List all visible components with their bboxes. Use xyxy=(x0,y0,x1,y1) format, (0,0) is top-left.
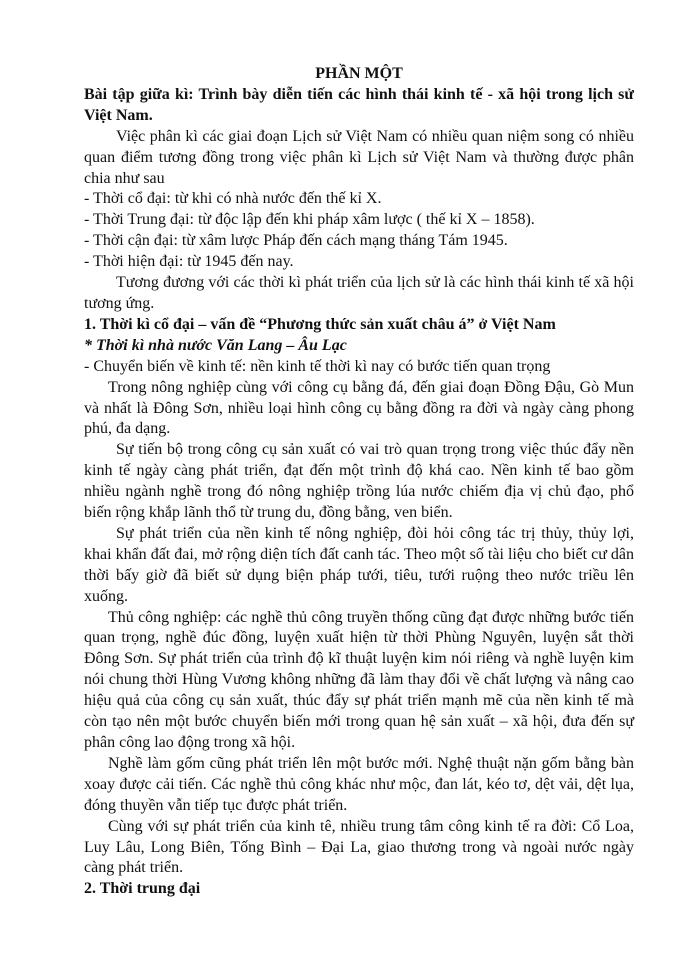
period-item-modern: - Thời hiện đại: từ 1945 đến nay. xyxy=(84,253,294,271)
economic-change-line: - Chuyển biến về kinh tế: nền kinh tế thời kì nay có bước tiến quan trọng xyxy=(84,357,551,375)
paragraph-tool-progress: Sự tiến bộ trong công cụ sản xuất có vai trò quan trọng trong việc thúc đẩy nền kinh tế ngày càng phát triển, đạt đến một trình độ khá cao. Nền kinh tế bao gồm nhiều ngành nghề trong đó nông nghiệp trồng lúa nước chiếm địa vị chủ đạo, phổ biến rộng khắp lãnh thổ từ trung du, đồng bằng, ven biển. xyxy=(84,441,634,522)
page-title: PHẦN MỘT xyxy=(315,65,403,82)
section-1-heading: 1. Thời kì cổ đại – vấn đề “Phương thức sản xuất châu á” ở Việt Nam xyxy=(84,315,556,333)
section-2-heading: 2. Thời trung đại xyxy=(84,880,201,898)
document-page xyxy=(84,64,634,900)
paragraph-agriculture-tools: Trong nông nghiệp cùng với công cụ bằng đá, đến giai đoạn Đồng Đậu, Gò Mun và nhất là Đông Sơn, nhiều loại hình công cụ bằng đồng ra đời và ngày càng phong phú, đa dạng. xyxy=(84,378,634,438)
intro-paragraph: Việc phân kì các giai đoạn Lịch sử Việt Nam có nhiều quan niệm song có nhiều quan điểm tương đồng trong việc phân kì Lịch sử Việt Nam và thường được phân chia như sau xyxy=(84,127,634,187)
period-item-medieval: - Thời Trung đại: từ độc lập đến khi pháp xâm lược ( thế kỉ X – 1858). xyxy=(84,211,535,229)
section-1-subheading: * Thời kì nhà nước Văn Lang – Âu Lạc xyxy=(84,336,347,354)
period-item-ancient: - Thời cổ đại: từ khi có nhà nước đến thế kỉ X. xyxy=(84,190,382,208)
correspondence-paragraph: Tương đương với các thời kì phát triển của lịch sử là các hình thái kinh tế xã hội tương ứng. xyxy=(84,274,634,312)
paragraph-irrigation: Sự phát triển của nền kinh tế nông nghiệp, đòi hỏi công tác trị thủy, thủy lợi, khai khẩn đất đai, mở rộng diện tích đất canh tác. Theo một số tài liệu cho biết cư dân thời bấy giờ đã biết sử dụng biện pháp tưới, tiêu, tưới ruộng theo nước triều lên xuống. xyxy=(84,524,634,605)
period-item-early-modern: - Thời cận đại: từ xâm lược Pháp đến cách mạng tháng Tám 1945. xyxy=(84,232,508,250)
paragraph-economic-centers: Cùng với sự phát triển của kinh tê, nhiều trung tâm công kinh tế ra đời: Cổ Loa, Luy Lâu, Long Biên, Tống Bình – Đại La, giao thương trong và ngoài nước ngày càng phát triển. xyxy=(84,817,634,877)
paragraph-pottery: Nghề làm gốm cũng phát triển lên một bước mới. Nghệ thuật nặn gốm bằng bàn xoay được cải tiến. Các nghề thủ công khác như mộc, đan lát, kéo tơ, dệt vải, dệt lụa, đóng thuyền vẫn tiếp tục được phát triển. xyxy=(84,754,634,814)
assignment-heading: Bài tập giữa kì: Trình bày diễn tiến các hình thái kinh tế - xã hội trong lịch sử Việt Nam. xyxy=(84,85,634,124)
paragraph-handicrafts: Thủ công nghiệp: các nghề thủ công truyền thống cũng đạt được những bước tiến quan trọng, nghề đúc đồng, luyện xuất hiện từ thời Phùng Nguyên, luyện sắt thời Đông Sơn. Sự phát triển của trình độ kĩ thuật luyện kim nói riêng và nghề luyện kim nói chung thời Hùng Vương không những đã làm thay đổi về chất lượng và nâng cao hiệu quả của công cụ sản xuất, thúc đẩy sự phát triển mạnh mẽ của nền kinh tế mà còn tạo nên một bước chuyển biến mới trong quan hệ sản xuất – xã hội, đưa đến sự phân công lao động trong xã hội. xyxy=(84,608,634,751)
